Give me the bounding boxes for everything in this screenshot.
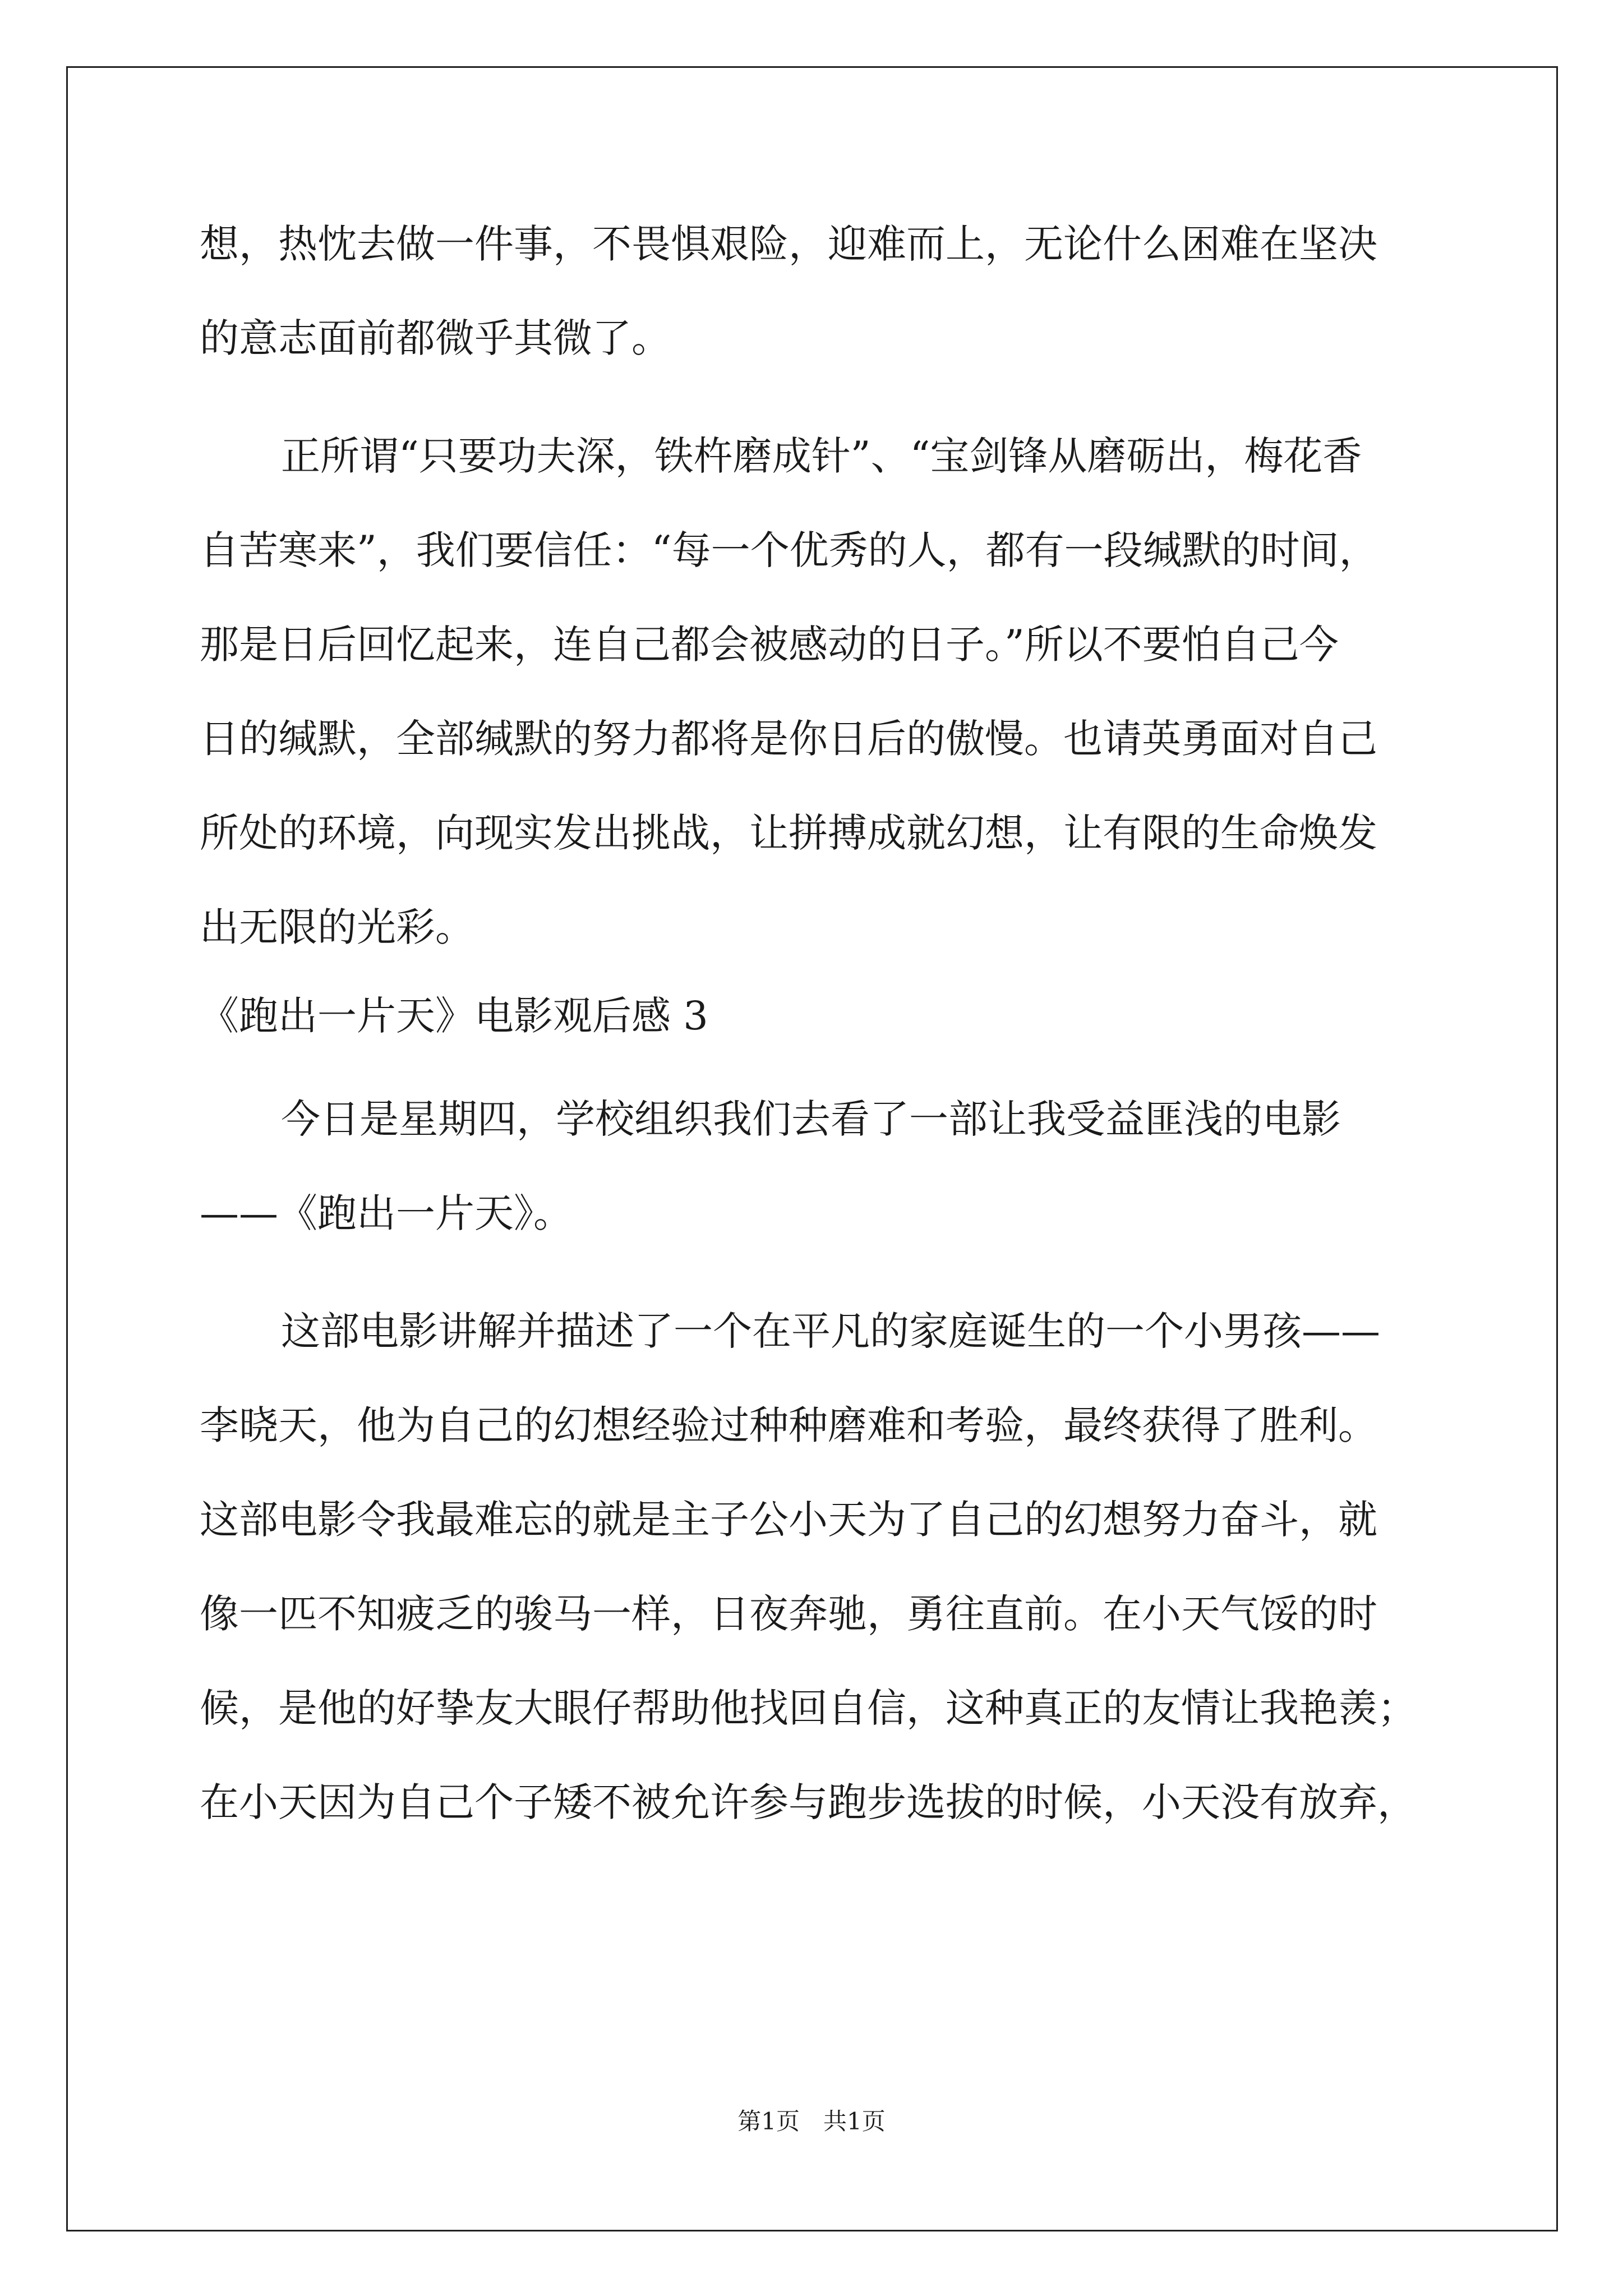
paragraph-line: 日的缄默，全部缄默的努力都将是你日后的傲慢。也请英勇面对自己 bbox=[200, 716, 1377, 762]
paragraph-line: 自苦寒来”，我们要信任：“每一个优秀的人，都有一段缄默的时间， bbox=[200, 527, 1378, 573]
paragraph-line: 想，热忱去做一件事，不畏惧艰险，迎难而上，无论什么困难在坚决 bbox=[200, 221, 1377, 267]
paragraph-line: 那是日后回忆起来，连自己都会被感动的日子。”所以不要怕自己今 bbox=[200, 622, 1339, 668]
paragraph-line: 今日是星期四，学校组织我们去看了一部让我受益匪浅的电影 bbox=[281, 1096, 1341, 1142]
paragraph-line: ——《跑出一片天》。 bbox=[200, 1190, 573, 1236]
paragraph-line: 李晓天，他为自己的幻想经验过种种磨难和考验，最终获得了胜利。 bbox=[200, 1402, 1377, 1448]
paragraph-line: 这部电影讲解并描述了一个在平凡的家庭诞生的一个小男孩—— bbox=[281, 1308, 1380, 1354]
paragraph-line: 所处的环境，向现实发出挑战，让拼搏成就幻想，让有限的生命焕发 bbox=[200, 810, 1377, 856]
paragraph-line: 正所谓“只要功夫深，铁杵磨成针”、“宝剑锋从磨砺出，梅花香 bbox=[281, 433, 1362, 479]
paragraph-line: 候，是他的好挚友大眼仔帮助他找回自信，这种真正的友情让我艳羡； bbox=[200, 1685, 1417, 1731]
paragraph-line: 这部电影令我最难忘的就是主子公小天为了自己的幻想努力奋斗，就 bbox=[200, 1497, 1377, 1543]
page-footer: 第1页 共1页 bbox=[737, 2108, 886, 2135]
page-frame bbox=[66, 66, 1558, 2231]
paragraph-line: 出无限的光彩。 bbox=[200, 904, 474, 950]
section-heading: 《跑出一片天》电影观后感 3 bbox=[200, 993, 708, 1039]
paragraph-line: 的意志面前都微乎其微了。 bbox=[200, 315, 671, 361]
paragraph-line: 像一匹不知疲乏的骏马一样，日夜奔驰，勇往直前。在小天气馁的时 bbox=[200, 1591, 1377, 1637]
paragraph-line: 在小天因为自己个子矮不被允许参与跑步选拔的时候，小天没有放弃， bbox=[200, 1779, 1417, 1825]
